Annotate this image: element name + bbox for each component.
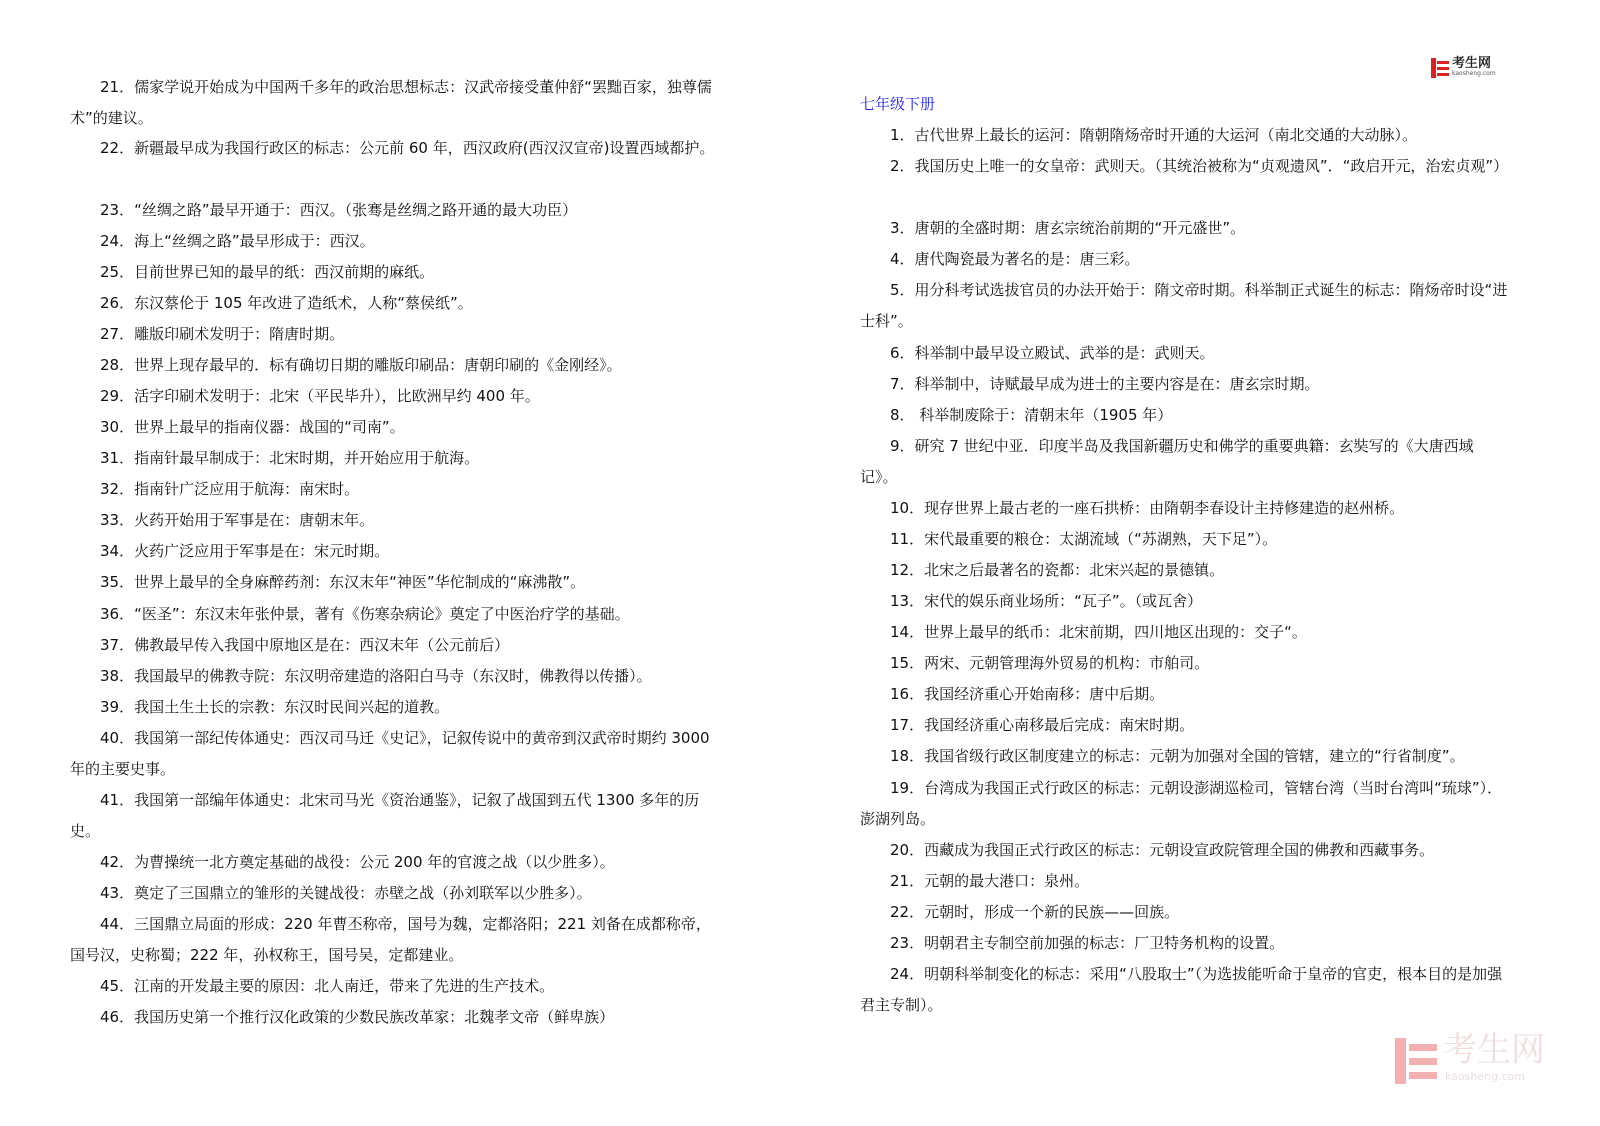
logo-domain: kaosheng.com [1452, 70, 1496, 77]
list-item: 15．两宋、元朝管理海外贸易的机构：市舶司。 [890, 654, 1210, 672]
list-item: 23．明朝君主专制空前加强的标志：厂卫特务机构的设置。 [890, 934, 1285, 952]
list-item: 31．指南针最早制成于：北宋时期，并开始应用于航海。 [100, 449, 480, 467]
list-item: 7．科举制中，诗赋最早成为进士的主要内容是在：唐玄宗时期。 [890, 375, 1320, 393]
list-item: 22．新疆最早成为我国行政区的标志：公元前 60 年，西汉政府(西汉汉宣帝)设置西域都护。 [100, 139, 715, 157]
list-item: 46．我国历史第一个推行汉化政策的少数民族改革家：北魏孝文帝（鲜卑族） [100, 1008, 615, 1026]
list-item: 36．“医圣”：东汉末年张仲景，著有《伤寒杂病论》奠定了中医治疗学的基础。 [100, 605, 630, 623]
list-item: 32．指南针广泛应用于航海：南宋时。 [100, 480, 360, 498]
list-item: 16．我国经济重心开始南移：唐中后期。 [890, 685, 1165, 703]
list-item: 12．北宋之后最著名的瓷都：北宋兴起的景德镇。 [890, 561, 1225, 579]
brand-watermark [1395, 1030, 1555, 1090]
list-item: 6．科举制中最早设立殿试、武举的是：武则天。 [890, 344, 1215, 362]
list-item: 43．奠定了三国鼎立的雏形的关键战役：赤壁之战（孙刘联军以少胜多）。 [100, 884, 592, 902]
list-item: 34．火药广泛应用于军事是在：宋元时期。 [100, 542, 390, 560]
list-item: 39．我国土生土长的宗教：东汉时民间兴起的道教。 [100, 698, 450, 716]
list-item: 42．为曹操统一北方奠定基础的战役：公元 200 年的官渡之战（以少胜多）。 [100, 853, 615, 871]
list-item: 21．儒家学说开始成为中国两千多年的政治思想标志：汉武帝接受董仲舒“罢黜百家，独尊儒术”的建议。 [70, 78, 712, 127]
list-item: 28．世界上现存最早的．标有确切日期的雕版印刷品：唐朝印刷的《金刚经》。 [100, 356, 622, 374]
watermark-domain: kaosheng.com [1445, 1070, 1526, 1083]
list-item: 20．西藏成为我国正式行政区的标志：元朝设宣政院管理全国的佛教和西藏事务。 [890, 841, 1435, 859]
list-item: 27．雕版印刷术发明于：隋唐时期。 [100, 325, 345, 343]
list-item: 1．古代世界上最长的运河：隋朝隋炀帝时开通的大运河（南北交通的大动脉）。 [890, 126, 1418, 144]
list-item: 41．我国第一部编年体通史：北宋司马光《资治通鉴》，记叙了战国到五代 1300 多年的历史。 [70, 791, 700, 840]
watermark-name: 考生网 [1443, 1030, 1545, 1070]
watermark-mark-icon [1395, 1038, 1437, 1084]
list-item: 24．海上“丝绸之路”最早形成于：西汉。 [100, 232, 375, 250]
brand-logo-small [1431, 57, 1499, 79]
list-item: 19．台湾成为我国正式行政区的标志：元朝设澎湖巡检司，管辖台湾（当时台湾叫“琉球”）．澎湖列岛。 [860, 779, 1503, 828]
list-item: 35．世界上最早的全身麻醉药剂：东汉末年“神医”华佗制成的“麻沸散”。 [100, 573, 586, 591]
list-item: 30．世界上最早的指南仪器：战国的“司南”。 [100, 418, 405, 436]
list-item: 23．“丝绸之路”最早开通于：西汉。（张骞是丝绸之路开通的最大功臣） [100, 201, 578, 219]
list-item: 2．我国历史上唯一的女皇帝：武则天。（其统治被称为“贞观遗风”．“政启开元，治宏贞观”） [890, 157, 1509, 175]
list-item: 21．元朝的最大港口：泉州。 [890, 872, 1090, 890]
section-heading: 七年级下册 [860, 95, 936, 113]
list-item: 17．我国经济重心南移最后完成：南宋时期。 [890, 716, 1195, 734]
logo-name: 考生网 [1452, 56, 1492, 71]
list-item: 10．现存世界上最古老的一座石拱桥：由隋朝李春设计主持修建造的赵州桥。 [890, 499, 1405, 517]
list-item: 11．宋代最重要的粮仓：太湖流域（“苏湖熟，天下足”）。 [890, 530, 1278, 548]
logo-mark-icon [1431, 58, 1449, 78]
list-item: 8． 科举制废除于：清朝末年（1905 年） [890, 406, 1173, 424]
list-item: 24．明朝科举制变化的标志：采用“八股取士”（为选拔能听命于皇帝的官吏，根本目的是加强君主专制）。 [860, 965, 1503, 1014]
list-item: 18．我国省级行政区制度建立的标志：元朝为加强对全国的管辖，建立的“行省制度”。 [890, 747, 1465, 765]
list-item: 29．活字印刷术发明于：北宋（平民毕升），比欧洲早约 400 年。 [100, 387, 540, 405]
list-item: 45．江南的开发最主要的原因：北人南迁，带来了先进的生产技术。 [100, 977, 555, 995]
list-item: 9．研究 7 世纪中亚．印度半岛及我国新疆历史和佛学的重要典籍：玄奘写的《大唐西域记》。 [860, 437, 1474, 486]
list-item: 38．我国最早的佛教寺院：东汉明帝建造的洛阳白马寺（东汉时，佛教得以传播）。 [100, 667, 652, 685]
list-item: 25．目前世界已知的最早的纸：西汉前期的麻纸。 [100, 263, 435, 281]
list-item: 26．东汉蔡伦于 105 年改进了造纸术，人称“蔡侯纸”。 [100, 294, 473, 312]
list-item: 22．元朝时，形成一个新的民族——回族。 [890, 903, 1180, 921]
list-item: 44．三国鼎立局面的形成：220 年曹丕称帝，国号为魏，定都洛阳；221 刘备在成都称帝，国号汉，史称蜀；222 年，孙权称王，国号吴，定都建业。 [70, 915, 711, 964]
list-item: 33．火药开始用于军事是在：唐朝末年。 [100, 511, 375, 529]
list-item: 4．唐代陶瓷最为著名的是：唐三彩。 [890, 250, 1140, 268]
list-item: 14．世界上最早的纸币：北宋前期，四川地区出现的：交子“。 [890, 623, 1307, 641]
list-item: 3．唐朝的全盛时期：唐玄宗统治前期的“开元盛世”。 [890, 219, 1246, 237]
list-item: 5．用分科考试选拔官员的办法开始于：隋文帝时期。科举制正式诞生的标志：隋炀帝时设“进士科”。 [860, 281, 1508, 330]
list-item: 37．佛教最早传入我国中原地区是在：西汉末年（公元前后） [100, 636, 510, 654]
list-item: 13．宋代的娱乐商业场所：“瓦子”。（或瓦舍） [890, 592, 1203, 610]
list-item: 40．我国第一部纪传体通史：西汉司马迁《史记》，记叙传说中的黄帝到汉武帝时期约 3000 年的主要史事。 [70, 729, 710, 778]
